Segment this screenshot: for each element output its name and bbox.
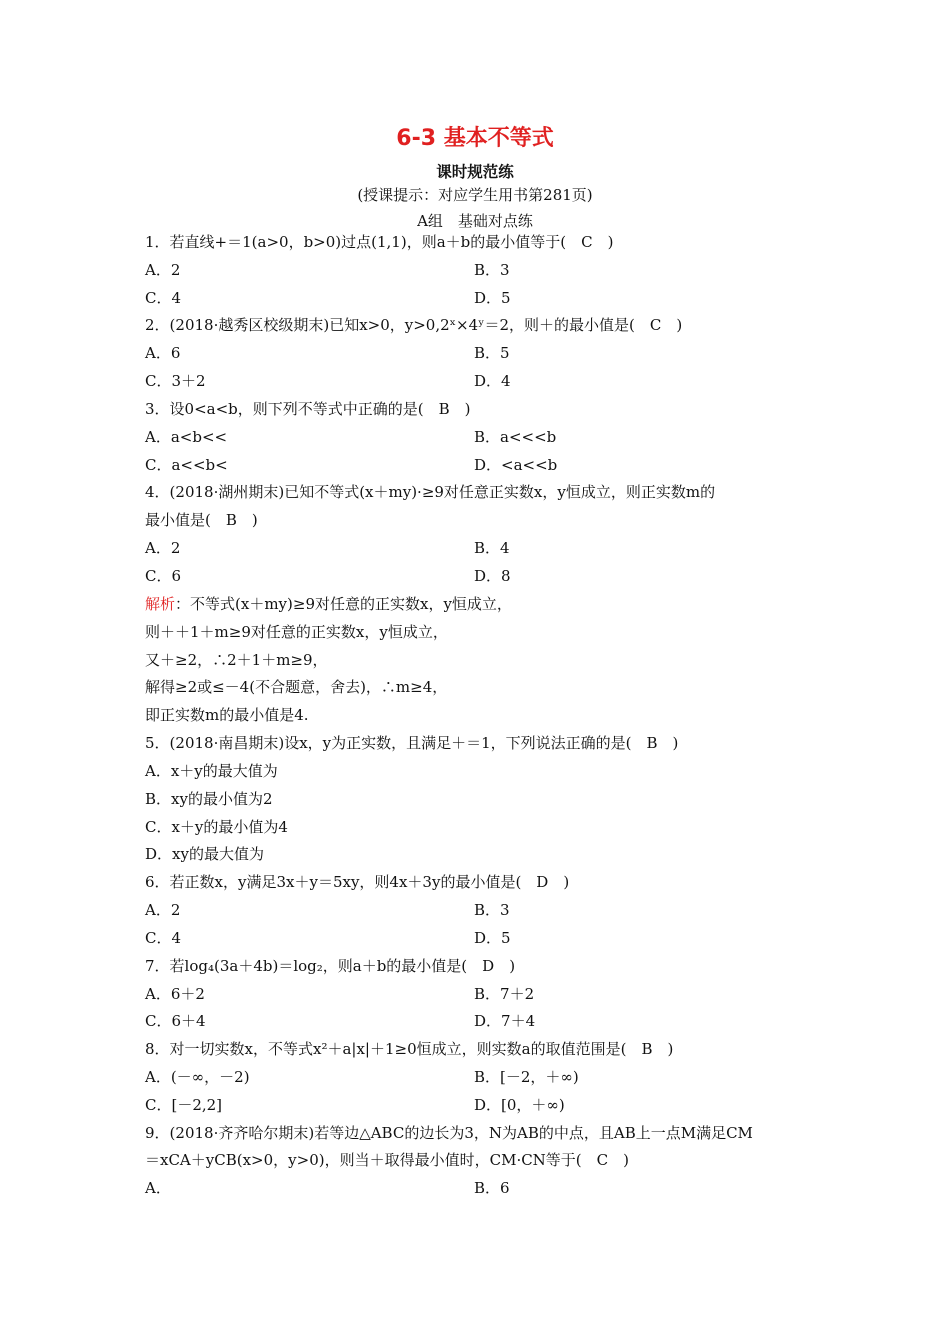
- question-1-option-d: D．5: [474, 289, 511, 307]
- question-5-option-a: A．x＋y的最大值为: [145, 762, 278, 780]
- question-7-option-d: D．7＋4: [474, 1012, 536, 1030]
- question-2-option-b: B．5: [474, 344, 510, 362]
- question-7-stem: 7．若log₄(3a＋4b)＝log₂，则a＋b的最小值是( D ): [145, 957, 516, 975]
- question-4-option-c: C．6: [145, 567, 182, 585]
- question-6-option-d: D．5: [474, 929, 511, 947]
- question-3-option-a: A．a<b<<: [145, 428, 228, 446]
- question-5-option-c: C．x＋y的最小值为4: [145, 818, 288, 836]
- question-5-option-b: B．xy的最小值为2: [145, 790, 273, 808]
- question-3-option-b: B．a<<<b: [474, 428, 557, 446]
- question-8-option-a: A．(－∞，－2): [145, 1068, 250, 1086]
- question-4-stem-line-1: 4．(2018·湖州期末)已知不等式(x＋my)·≥9对任意正实数x，y恒成立，则正实数m的: [145, 483, 716, 501]
- textbook-hint: (授课提示：对应学生用书第281页): [357, 186, 593, 204]
- question-4-solution-line-3: 又＋≥2，∴2＋1＋m≥9，: [145, 651, 328, 669]
- question-6-option-b: B．3: [474, 901, 510, 919]
- question-9-stem-line-2: ＝xCA＋yCB(x>0，y>0)，则当＋取得最小值时，CM·CN等于( C ): [145, 1151, 629, 1169]
- question-2-option-d: D．4: [474, 372, 511, 390]
- question-6-option-c: C．4: [145, 929, 182, 947]
- question-4-option-d: D．8: [474, 567, 511, 585]
- question-8-option-c: C．[－2,2]: [145, 1096, 223, 1114]
- question-4-solution-line-5: 即正实数m的最小值是4.: [145, 706, 309, 724]
- question-3-option-c: C．a<<b<: [145, 456, 228, 474]
- question-4-solution-line-4: 解得≥2或≤－4(不合题意，舍去)，∴m≥4，: [145, 678, 448, 696]
- group-heading: A组 基础对点练: [417, 212, 533, 230]
- question-8-stem: 8．对一切实数x，不等式x²＋a|x|＋1≥0恒成立，则实数a的取值范围是( B ): [145, 1040, 674, 1058]
- question-1-option-a: A．2: [145, 261, 181, 279]
- question-4-option-b: B．4: [474, 539, 510, 557]
- question-7-option-a: A．6＋2: [145, 985, 205, 1003]
- solution-text: ：不等式(x＋my)≥9对任意的正实数x，y恒成立，: [175, 595, 512, 613]
- question-6-option-a: A．2: [145, 901, 181, 919]
- question-2-stem: 2．(2018·越秀区校级期末)已知x>0，y>0,2ˣ×4ʸ＝2，则＋的最小值是( C ): [145, 316, 683, 334]
- question-1-option-b: B．3: [474, 261, 510, 279]
- question-4-stem-line-2: 最小值是( B ): [145, 511, 258, 529]
- solution-label: 解析: [145, 595, 176, 613]
- question-7-option-b: B．7＋2: [474, 985, 535, 1003]
- page-title: 6-3 基本不等式: [396, 126, 554, 151]
- question-4-option-a: A．2: [145, 539, 181, 557]
- question-7-option-c: C．6＋4: [145, 1012, 206, 1030]
- question-4-solution-line-2: 则＋＋1＋m≥9对任意的正实数x，y恒成立，: [145, 623, 448, 641]
- question-9-option-a: A．: [145, 1179, 171, 1197]
- question-1-option-c: C．4: [145, 289, 182, 307]
- question-8-option-b: B．[－2，＋∞): [474, 1068, 579, 1086]
- question-1-stem: 1．若直线+＝1(a>0，b>0)过点(1,1)，则a＋b的最小值等于( C ): [145, 233, 614, 251]
- question-2-option-a: A．6: [145, 344, 181, 362]
- question-2-option-c: C．3＋2: [145, 372, 206, 390]
- question-9-option-b: B．6: [474, 1179, 510, 1197]
- question-3-option-d: D．<a<<b: [474, 456, 558, 474]
- question-5-option-d: D．xy的最大值为: [145, 845, 264, 863]
- question-8-option-d: D．[0，＋∞): [474, 1096, 565, 1114]
- question-4-solution-line-1: [145, 594, 512, 614]
- question-9-stem-line-1: 9．(2018·齐齐哈尔期末)若等边△ABC的边长为3，N为AB的中点，且AB上一点M满足CM: [145, 1124, 753, 1142]
- question-6-stem: 6．若正数x，y满足3x＋y＝5xy，则4x＋3y的最小值是( D ): [145, 873, 570, 891]
- question-3-stem: 3．设0<a<b，则下列不等式中正确的是( B ): [145, 400, 471, 418]
- question-5-stem: 5．(2018·南昌期末)设x，y为正实数，且满足＋＝1，下列说法正确的是( B ): [145, 734, 679, 752]
- subtitle: 课时规范练: [436, 162, 514, 181]
